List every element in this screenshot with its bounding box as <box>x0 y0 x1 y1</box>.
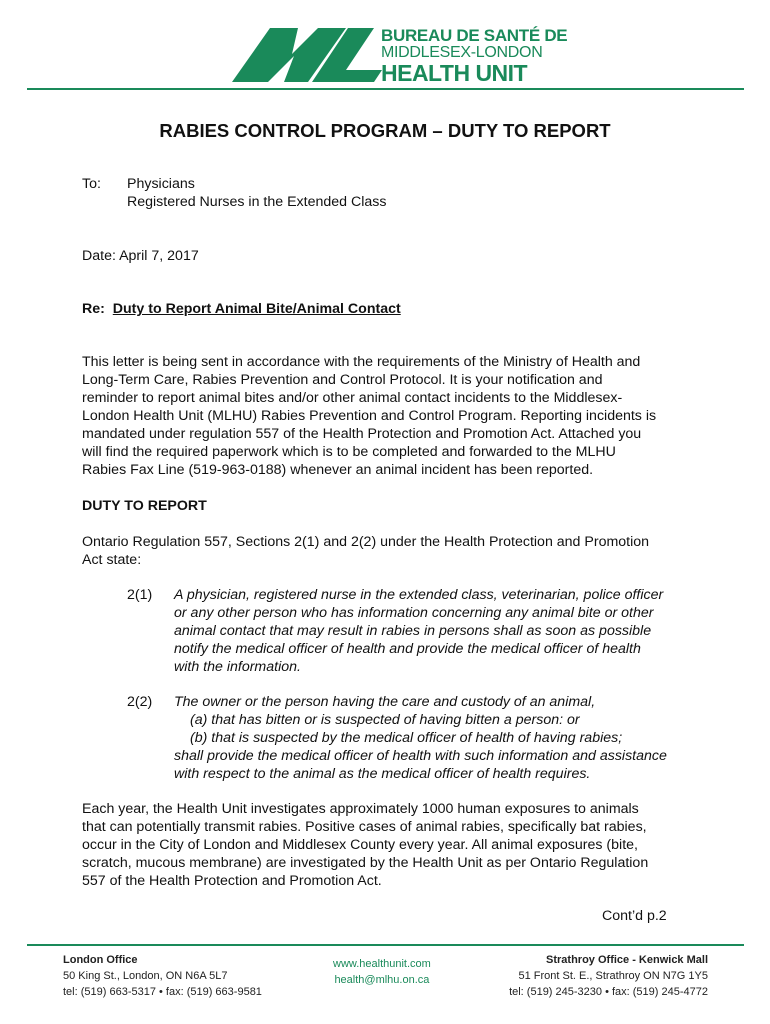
clause-1-line: animal contact that may result in rabies in persons shall as soon as possible <box>174 623 652 639</box>
logo-line-1: BUREAU DE SANTÉ DE <box>381 26 568 45</box>
logo-wordmark <box>381 27 567 85</box>
website-link[interactable]: www.healthunit.com <box>333 958 431 970</box>
strathroy-office-address: 51 Front St. E., Strathroy ON N7G 1Y5 <box>518 970 708 982</box>
continued-note: Cont’d p.2 <box>602 908 667 924</box>
header-rule <box>27 88 744 90</box>
clause-2-line: The owner or the person having the care and custody of an animal, <box>174 694 596 710</box>
clause-1-line: notify the medical officer of health and provide the medical officer of health <box>174 641 641 657</box>
re-subject: Duty to Report Animal Bite/Animal Contact <box>112 301 401 317</box>
section-heading: DUTY TO REPORT <box>82 498 207 514</box>
intro-line: London Health Unit (MLHU) Rabies Prevention and Control Program. Reporting incidents is <box>82 408 657 424</box>
regulation-line: Ontario Regulation 557, Sections 2(1) and 2(2) under the Health Protection and Promotion <box>82 534 650 550</box>
recipient-1: Physicians <box>127 176 195 192</box>
clause-1-line: A physician, registered nurse in the extended class, veterinarian, police officer <box>174 587 664 603</box>
regulation-line: Act state: <box>82 552 142 568</box>
letter-date: Date: April 7, 2017 <box>82 248 199 264</box>
closing-line: that can potentially transmit rabies. Positive cases of animal rabies, specifically bat rabies, <box>82 819 647 835</box>
intro-line: mandated under regulation 557 of the Health Protection and Promotion Act. Attached you <box>82 426 642 442</box>
intro-line: Long-Term Care, Rabies Prevention and Control Protocol. It is your notification and <box>82 372 603 388</box>
re-label: Re: <box>82 301 105 317</box>
footer-strathroy-office <box>509 952 708 1000</box>
closing-line: 557 of the Health Protection and Promotion Act. <box>82 873 382 889</box>
strathroy-office-title: Strathroy Office - Kenwick Mall <box>546 954 708 966</box>
re-line <box>82 300 401 318</box>
clause-1-number: 2(1) <box>127 587 153 603</box>
london-office-phone: tel: (519) 663-5317 • fax: (519) 663-9581 <box>63 986 262 998</box>
intro-line: This letter is being sent in accordance with the requirements of the Ministry of Health and <box>82 354 641 370</box>
clause-1-line: with the information. <box>174 659 301 675</box>
document-title: RABIES CONTROL PROGRAM – DUTY TO REPORT <box>159 120 611 141</box>
logo-line-2: MIDDLESEX-LONDON <box>381 44 543 61</box>
email-link[interactable]: health@mlhu.on.ca <box>334 974 430 986</box>
footer-rule <box>27 944 744 946</box>
recipient-2: Registered Nurses in the Extended Class <box>127 194 387 210</box>
closing-line: Each year, the Health Unit investigates approximately 1000 human exposures to animals <box>82 801 639 817</box>
closing-line: scratch, mucous membrane) are investigated by the Health Unit as per Ontario Regulation <box>82 855 649 871</box>
closing-line: occur in the City of London and Middlesex County every year. All animal exposures (bite, <box>82 837 638 853</box>
clause-2-sub-b: (b) that is suspected by the medical officer of health of having rabies; <box>190 730 623 746</box>
to-label: To: <box>82 176 101 192</box>
logo-line-3: HEALTH UNIT <box>381 60 528 86</box>
intro-line: will find the required paperwork which is to be completed and forwarded to the MLHU <box>82 444 616 460</box>
clause-2-sub-a: (a) that has bitten or is suspected of having bitten a person: or <box>190 712 580 728</box>
clause-2-line: shall provide the medical officer of health with such information and assistance <box>174 748 667 764</box>
footer-london-office <box>63 952 262 1000</box>
london-office-address: 50 King St., London, ON N6A 5L7 <box>63 970 228 982</box>
london-office-title: London Office <box>63 954 138 966</box>
strathroy-office-phone: tel: (519) 245-3230 • fax: (519) 245-4772 <box>509 986 708 998</box>
intro-line: reminder to report animal bites and/or other animal contact incidents to the Middlesex- <box>82 390 623 406</box>
clause-2-line: with respect to the animal as the medical officer of health requires. <box>174 766 591 782</box>
clause-2-number: 2(2) <box>127 694 153 710</box>
footer-contact <box>333 956 431 988</box>
intro-line: Rabies Fax Line (519-963-0188) whenever an animal incident has been reported. <box>82 462 594 478</box>
clause-1-line: or any other person who has information concerning any animal bite or other <box>174 605 654 621</box>
